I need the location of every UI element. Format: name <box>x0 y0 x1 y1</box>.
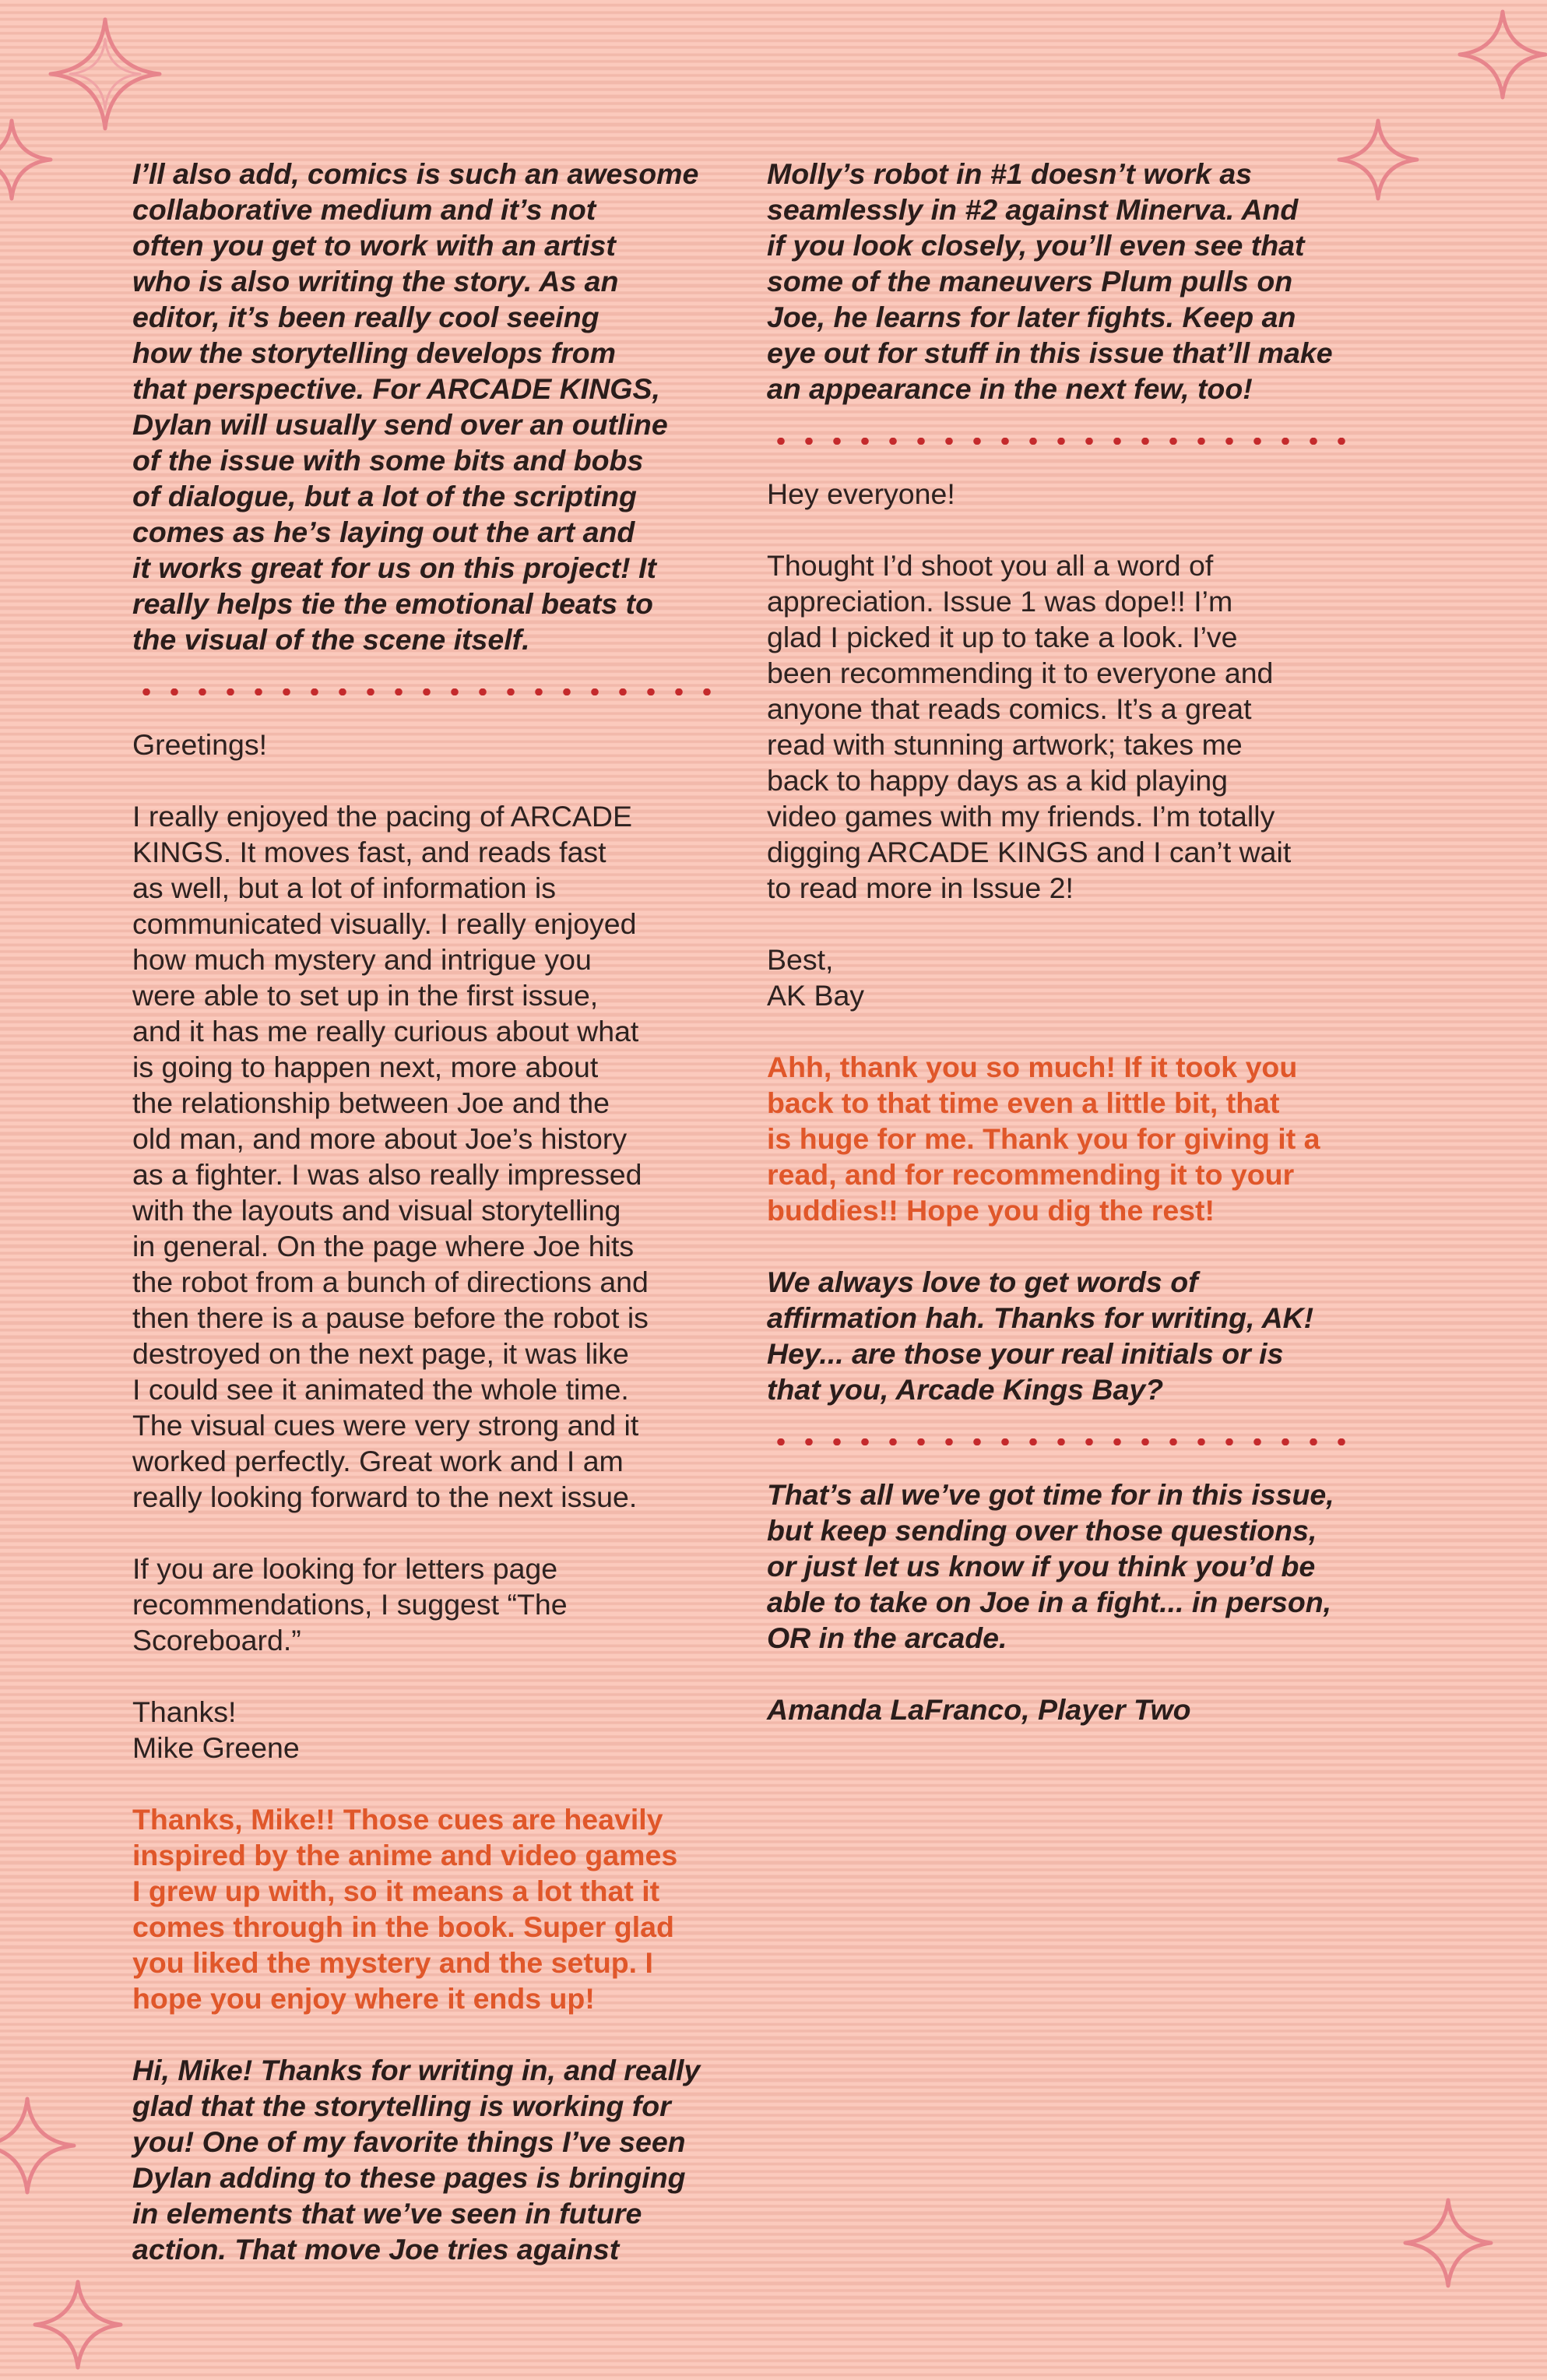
editor-reply: Hi, Mike! Thanks for writing in, and really glad that the storytelling is working for you! One of my favorite things I’ve seen Dylan adding to these pages is bringing in elements that we’ve seen in future action. That move Joe tries against <box>132 2054 701 2266</box>
dotted-divider <box>132 688 726 695</box>
letter-recommendation: If you are looking for letters page recommendations, I suggest “The Scoreboard.” <box>132 1552 568 1656</box>
editor-reply-continued: Molly’s robot in #1 doesn’t work as seamlessly in #2 against Minerva. And if you look closely, you’ll even see that some of the maneuvers Plum pulls on Joe, he learns for later fights. Keep an eye out for stuff in this issue that’ll make an appearance in the next few, too! <box>767 157 1333 405</box>
letter-body: I really enjoyed the pacing of ARCADE KINGS. It moves fast, and reads fast as well, but a lot of information is communicated visually. I really enjoyed how much mystery and intrigue you were able to set up in the first issue, and it has me really curious about what is going to happen next, more about the relationship between Joe and the old man, and more about Joe’s history as a fighter. I was also really impressed with the layouts and visual storytelling in general. On the page where Joe hits the robot from a bunch of directions and then there is a pause before the robot is destroyed on the next page, it was like I could see it animated the whole time. The visual cues were very strong and it worked perfectly. Great work and I am really looking forward to the next issue. <box>132 800 649 1513</box>
artist-reply: Thanks, Mike!! Those cues are heavily inspired by the anime and video games I grew up with, so it means a lot that it comes through in the book. Super glad you liked the mystery and the setup. I hope you enjoy where it ends up! <box>132 1803 678 2015</box>
sparkle-icon-top-left-2 <box>0 117 54 202</box>
editor-signature: Amanda LaFranco, Player Two <box>767 1693 1191 1726</box>
letter-signoff: Thanks! Mike Greene <box>132 1695 300 1764</box>
sparkle-icon-bottom-left-1 <box>0 2095 78 2196</box>
letter-greeting: Greetings! <box>132 728 267 761</box>
letter-signoff: Best, AK Bay <box>767 943 865 1012</box>
dotted-divider <box>767 438 1360 445</box>
dotted-divider <box>767 1438 1360 1445</box>
sparkle-icon-top-left-1 <box>47 16 163 132</box>
artist-reply: Ahh, thank you so much! If it took you back to that time even a little bit, that is huge for me. Thank you for giving it a read, and for recommending it to your buddies!! Hope you dig the rest! <box>767 1051 1320 1227</box>
letter-greeting: Hey everyone! <box>767 477 955 510</box>
letter-body: Thought I’d shoot you all a word of appreciation. Issue 1 was dope!! I’m glad I picked it up to take a look. I’ve been recommending it to everyone and anyone that reads comics. It’s a great read with stunning artwork; takes me back to happy days as a kid playing video games with my friends. I’m totally digging ARCADE KINGS and I can’t wait to read more in Issue 2! <box>767 549 1292 904</box>
sparkle-icon-top-right-1 <box>1456 8 1547 101</box>
sparkle-icon-bottom-right <box>1401 2196 1495 2290</box>
editor-reply: We always love to get words of affirmation hah. Thanks for writing, AK! Hey... are those your real initials or is that you, Arcade Kings Bay? <box>767 1266 1314 1406</box>
closing-note: That’s all we’ve got time for in this issue, but keep sending over those questions, or just let us know if you think you’d be able to take on Joe in a fight... in person, OR in the arcade. <box>767 1478 1334 1654</box>
editor-note: I’ll also add, comics is such an awesome collaborative medium and it’s not often you get to work with an artist who is also writing the story. As an editor, it’s been really cool seeing how the storytelling develops from that perspective. For ARCADE KINGS, Dylan will usually send over an outline of the issue with some bits and bobs of dialogue, but a lot of the scripting comes as he’s laying out the art and it works great for us on this project! It really helps tie the emotional beats to the visual of the scene itself. <box>132 157 699 656</box>
sparkle-icon-bottom-left-2 <box>31 2278 125 2371</box>
left-column <box>132 156 726 2267</box>
right-column <box>767 156 1360 1727</box>
